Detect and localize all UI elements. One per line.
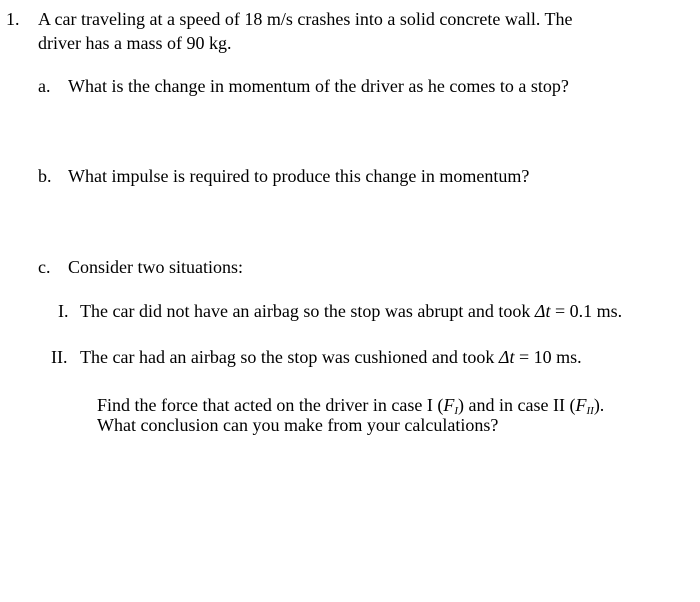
part-c-label: c.: [38, 257, 51, 277]
part-a-label: a.: [38, 76, 51, 96]
part-b-text: What impulse is required to produce this change in momentum?: [68, 166, 530, 186]
situation-two-label: II.: [51, 347, 68, 367]
situation-two-value: = 10 ms.: [518, 347, 582, 367]
delta-t-symbol: Δt: [534, 301, 551, 321]
situation-two: [80, 346, 582, 368]
find-line1-part-c: ).: [593, 395, 605, 415]
part-a-text: What is the change in momentum of the driver as he comes to a stop?: [68, 76, 569, 96]
find-line1-part-a: Find the force that acted on the driver in case I (: [97, 395, 444, 415]
force-two-symbol: F: [575, 395, 587, 415]
force-two-subscript: II: [586, 405, 594, 417]
situation-two-text: The car had an airbag so the stop was cushioned and took: [80, 347, 495, 367]
question-number: 1.: [6, 9, 20, 29]
force-one-symbol: F: [443, 395, 455, 415]
question-intro-line2: driver has a mass of 90 kg.: [38, 33, 232, 53]
part-c-text: Consider two situations:: [68, 257, 243, 277]
part-b-label: b.: [38, 166, 52, 186]
find-line1-part-b: ) and in case II (: [458, 395, 576, 415]
question-intro-line1: A car traveling at a speed of 18 m/s crashes into a solid concrete wall. The: [38, 9, 573, 29]
force-one-subscript: I: [454, 405, 459, 417]
find-line1: [97, 394, 604, 416]
find-line2: What conclusion can you make from your calculations?: [97, 415, 499, 435]
situation-one: [80, 300, 622, 322]
situation-one-value: = 0.1 ms.: [554, 301, 623, 321]
situation-one-text: The car did not have an airbag so the stop was abrupt and took: [80, 301, 531, 321]
delta-t-symbol: Δt: [498, 347, 515, 367]
situation-one-label: I.: [58, 301, 69, 321]
